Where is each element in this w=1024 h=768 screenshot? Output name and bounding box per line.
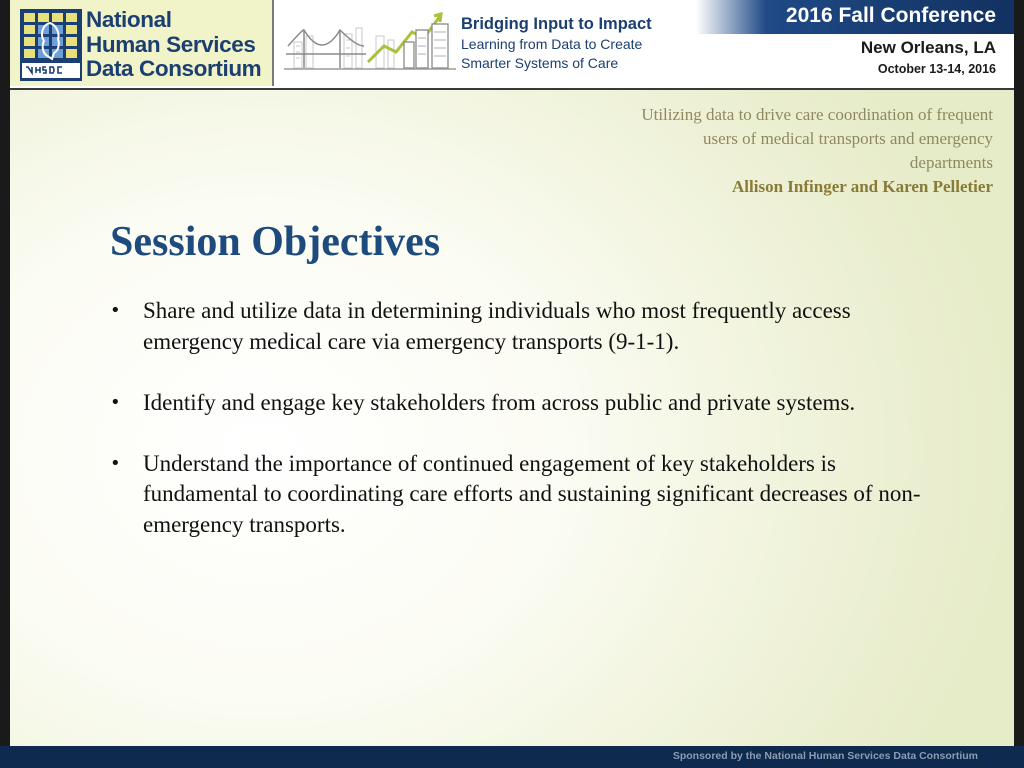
city-skyline-bridge-icon [284,6,456,72]
subtitle-line-3: departments [909,153,993,172]
tagline-title: Bridging Input to Impact [461,15,652,33]
conference-title-banner [696,0,1014,34]
presentation-authors: Allison Infinger and Karen Pelletier [732,177,993,196]
list-item [110,296,930,357]
logo-line-2: Human Services [86,31,256,57]
page-title: Session Objectives [110,219,441,265]
objective-text: Share and utilize data in determining individuals who most frequently access emergency medical care via emergency transports (9-1-1). [143,298,851,354]
list-item [110,388,930,419]
frame-left-bar [0,0,10,768]
objective-text: Understand the importance of continued engagement of key stakeholders is fundamental to coordinating care efforts and sustaining significant decreases of non-emergency transports. [143,450,921,537]
nhsdc-logo [10,0,274,86]
bullet-icon: • [110,300,121,321]
list-item [110,449,930,541]
sponsor-footer [0,746,1024,768]
logo-line-3: Data Consortium [86,56,262,81]
nhsdc-grid-icon [20,9,82,81]
subtitle-line-2: users of medical transports and emergency [702,129,993,148]
objective-text: Identify and engage key stakeholders from across public and private systems. [143,389,856,415]
subtitle-line-1: Utilizing data to drive care coordination of frequent [641,105,993,124]
conference-title: 2016 Fall Conference [785,4,996,27]
conference-header [10,0,1014,90]
bullet-icon: • [110,391,121,413]
tagline-line-2: Learning from Data to Create [461,36,643,52]
bullet-icon: • [110,452,121,474]
slide-content [10,90,1014,746]
objectives-list [110,296,930,571]
conference-city: New Orleans, LA [860,38,996,57]
sponsor-text: Sponsored by the National Human Services Data Consortium [672,750,978,762]
tagline-line-3: Smarter Systems of Care [461,55,619,71]
frame-right-bar [1014,0,1024,768]
conference-tagline [461,14,701,73]
conference-dates: October 13-14, 2016 [877,62,996,76]
presentation-subtitle [533,103,993,199]
logo-line-1: National [86,7,172,32]
logo-wordmark [86,8,272,82]
